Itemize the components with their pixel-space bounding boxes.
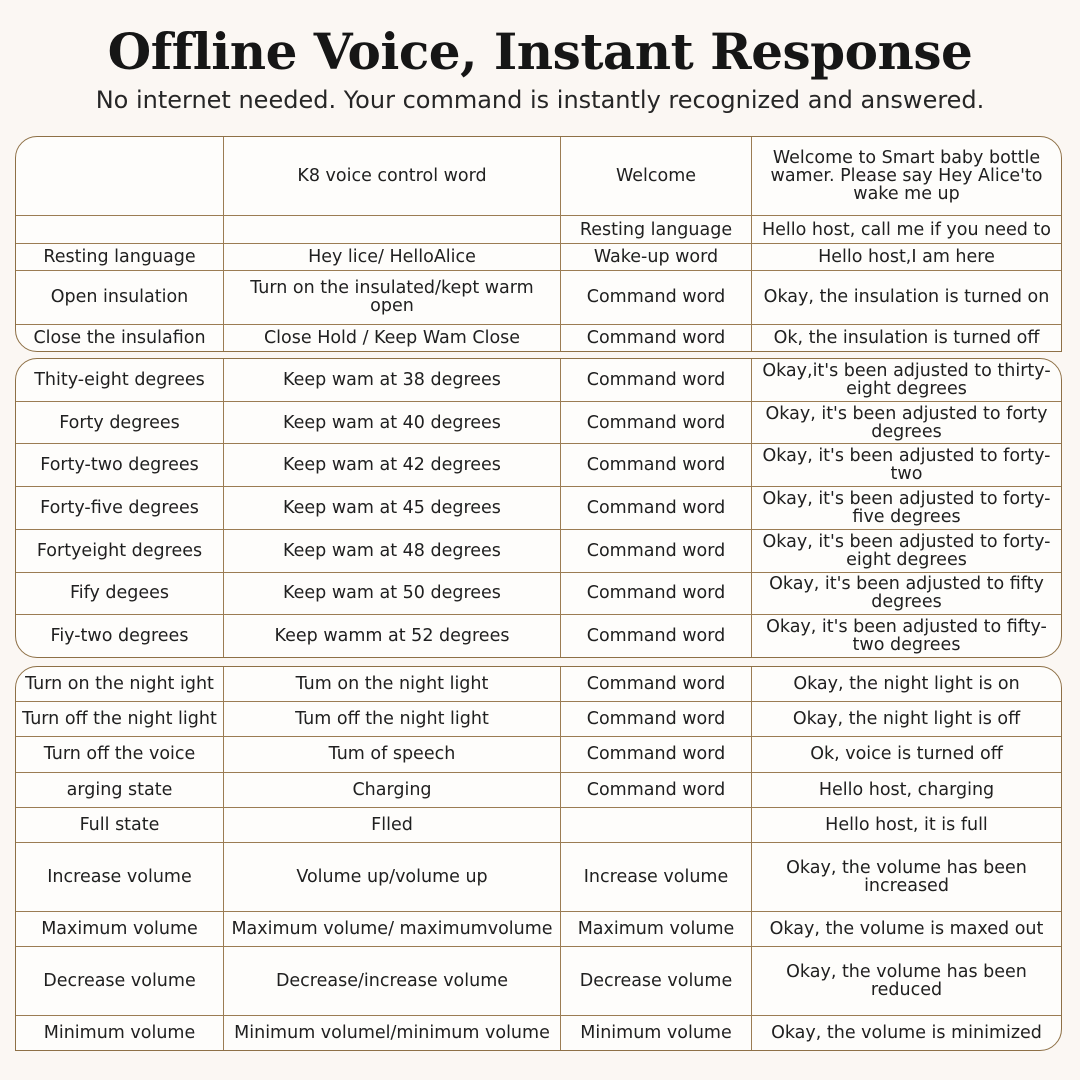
voice-control-word-cell: Close Hold / Keep Wam Close: [224, 324, 561, 351]
response-cell: Okay, the volume is maxed out: [752, 911, 1062, 946]
voice-control-word-cell: Keep wam at 48 degrees: [224, 529, 561, 572]
voice-control-word-cell: Keep wamm at 52 degrees: [224, 615, 561, 657]
word-type-cell: Command word: [561, 271, 752, 325]
response-cell: Okay, it's been adjusted to forty-eight degrees: [752, 529, 1062, 572]
command-name-cell: Forty-five degrees: [16, 487, 224, 530]
voice-control-word-cell: Keep wam at 42 degrees: [224, 444, 561, 487]
command-name-cell: Forty-two degrees: [16, 444, 224, 487]
voice-control-word-cell: Minimum volumel/minimum volume: [224, 1016, 561, 1050]
response-cell: Okay, the volume has been increased: [752, 843, 1062, 912]
command-name-cell: Resting language: [16, 243, 224, 270]
voice-control-word-cell: Flled: [224, 807, 561, 842]
response-cell: Okay, it's been adjusted to fifty degrees: [752, 572, 1062, 615]
table-row: [16, 807, 1061, 842]
word-type-cell: Command word: [561, 324, 752, 351]
word-type-cell: Resting language: [561, 216, 752, 243]
command-name-cell: Open insulation: [16, 271, 224, 325]
table-row: [16, 615, 1061, 657]
response-cell: Okay, the night light is on: [752, 667, 1062, 701]
word-type-cell: Command word: [561, 401, 752, 444]
word-type-cell: Command word: [561, 359, 752, 401]
voice-control-word-cell: Volume up/volume up: [224, 843, 561, 912]
table-row: [16, 444, 1061, 487]
voice-control-word-cell: Decrease/increase volume: [224, 947, 561, 1016]
word-type-cell: Maximum volume: [561, 911, 752, 946]
voice-control-word-cell: K8 voice control word: [224, 137, 561, 216]
command-name-cell: Turn on the night ight: [16, 667, 224, 701]
voice-control-word-cell: Tum of speech: [224, 737, 561, 772]
command-name-cell: Fiy-two degrees: [16, 615, 224, 657]
command-name-cell: Forty degrees: [16, 401, 224, 444]
word-type-cell: [561, 807, 752, 842]
voice-control-word-cell: Hey lice/ HelloAlice: [224, 243, 561, 270]
command-name-cell: [16, 137, 224, 216]
voice-control-word-cell: Turn on the insulated/kept warm open: [224, 271, 561, 325]
response-cell: Ok, voice is turned off: [752, 737, 1062, 772]
table-row: [16, 359, 1061, 401]
response-cell: Hello host, it is full: [752, 807, 1062, 842]
word-type-cell: Decrease volume: [561, 947, 752, 1016]
word-type-cell: Command word: [561, 487, 752, 530]
response-cell: Hello host,I am here: [752, 243, 1062, 270]
command-table-general: [15, 136, 1062, 352]
table-row: [16, 947, 1061, 1016]
table-row: [16, 1016, 1061, 1050]
table-row: [16, 667, 1061, 701]
table-row: [16, 271, 1061, 325]
response-cell: Okay, it's been adjusted to forty degrees: [752, 401, 1062, 444]
command-name-cell: Close the insulafion: [16, 324, 224, 351]
table-row: [16, 911, 1061, 946]
response-cell: Okay, it's been adjusted to forty-two: [752, 444, 1062, 487]
response-cell: Okay,it's been adjusted to thirty-eight degrees: [752, 359, 1062, 401]
table-row: [16, 529, 1061, 572]
word-type-cell: Increase volume: [561, 843, 752, 912]
table-row: [16, 701, 1061, 736]
command-name-cell: Fortyeight degrees: [16, 529, 224, 572]
table-row: [16, 487, 1061, 530]
page-title: Offline Voice, Instant Response: [107, 22, 973, 81]
command-table-temperature: [15, 358, 1062, 658]
voice-control-word-cell: Tum on the night light: [224, 667, 561, 701]
command-name-cell: [16, 216, 224, 243]
voice-control-word-cell: [224, 216, 561, 243]
response-cell: Hello host, call me if you need to: [752, 216, 1062, 243]
word-type-cell: Wake-up word: [561, 243, 752, 270]
table-row: [16, 401, 1061, 444]
voice-control-word-cell: Maximum volume/ maximumvolume: [224, 911, 561, 946]
command-name-cell: Fify degees: [16, 572, 224, 615]
response-cell: Okay, the volume is minimized: [752, 1016, 1062, 1050]
response-cell: Okay, it's been adjusted to forty-five degrees: [752, 487, 1062, 530]
response-cell: Ok, the insulation is turned off: [752, 324, 1062, 351]
word-type-cell: Command word: [561, 572, 752, 615]
response-cell: Hello host, charging: [752, 772, 1062, 807]
page-subtitle: No internet needed. Your command is instantly recognized and answered.: [95, 86, 985, 114]
word-type-cell: Welcome: [561, 137, 752, 216]
voice-control-word-cell: Keep wam at 45 degrees: [224, 487, 561, 530]
word-type-cell: Command word: [561, 701, 752, 736]
command-name-cell: Increase volume: [16, 843, 224, 912]
command-name-cell: Turn off the voice: [16, 737, 224, 772]
table-row: [16, 772, 1061, 807]
command-name-cell: Thity-eight degrees: [16, 359, 224, 401]
voice-control-word-cell: Keep wam at 40 degrees: [224, 401, 561, 444]
response-cell: Welcome to Smart baby bottle wamer. Please say Hey Alice'to wake me up: [752, 137, 1062, 216]
command-table-light-volume: [15, 666, 1062, 1051]
command-name-cell: Minimum volume: [16, 1016, 224, 1050]
response-cell: Okay, the insulation is turned on: [752, 271, 1062, 325]
word-type-cell: Minimum volume: [561, 1016, 752, 1050]
response-cell: Okay, the volume has been reduced: [752, 947, 1062, 1016]
table-row: [16, 843, 1061, 912]
voice-control-word-cell: Keep wam at 50 degrees: [224, 572, 561, 615]
voice-control-word-cell: Charging: [224, 772, 561, 807]
word-type-cell: Command word: [561, 444, 752, 487]
table-row: [16, 243, 1061, 270]
word-type-cell: Command word: [561, 529, 752, 572]
command-name-cell: Turn off the night light: [16, 701, 224, 736]
table-row: [16, 324, 1061, 351]
voice-control-word-cell: Tum off the night light: [224, 701, 561, 736]
table-row: [16, 572, 1061, 615]
word-type-cell: Command word: [561, 667, 752, 701]
command-name-cell: Maximum volume: [16, 911, 224, 946]
table-row: [16, 137, 1061, 216]
word-type-cell: Command word: [561, 615, 752, 657]
command-name-cell: Decrease volume: [16, 947, 224, 1016]
table-row: [16, 216, 1061, 243]
response-cell: Okay, it's been adjusted to fifty-two degrees: [752, 615, 1062, 657]
response-cell: Okay, the night light is off: [752, 701, 1062, 736]
word-type-cell: Command word: [561, 737, 752, 772]
table-row: [16, 737, 1061, 772]
word-type-cell: Command word: [561, 772, 752, 807]
command-name-cell: arging state: [16, 772, 224, 807]
command-name-cell: Full state: [16, 807, 224, 842]
voice-control-word-cell: Keep wam at 38 degrees: [224, 359, 561, 401]
